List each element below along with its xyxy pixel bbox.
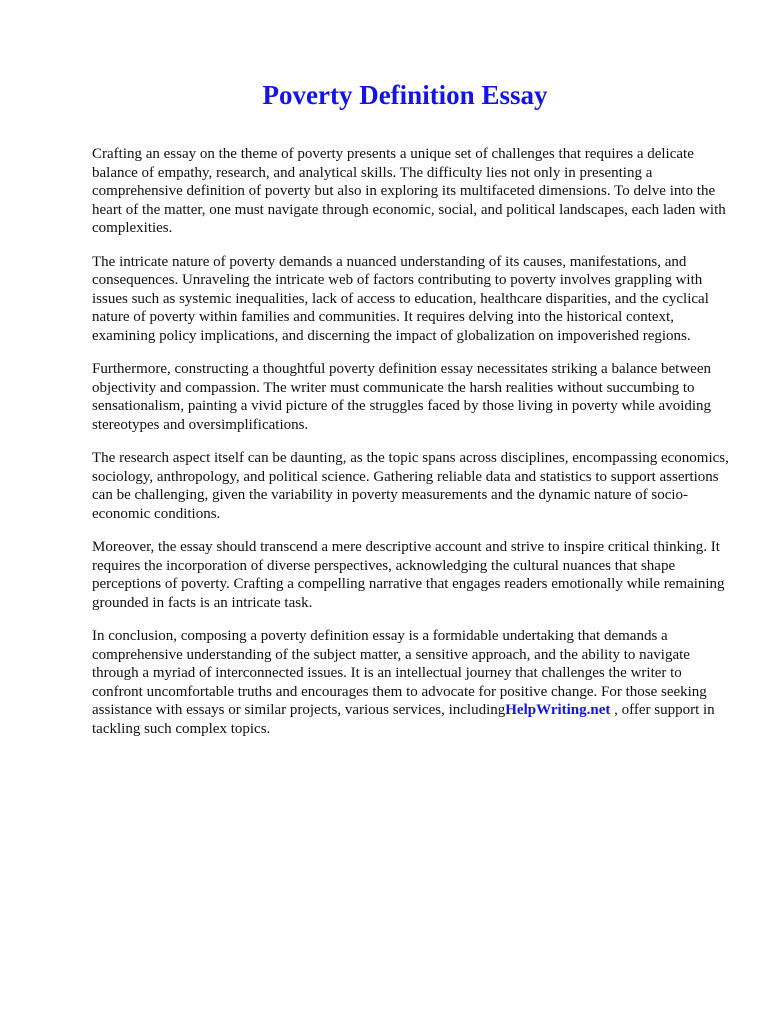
page-title: Poverty Definition Essay — [262, 80, 548, 110]
paragraph-5: Moreover, the essay should transcend a mere descriptive account and strive to inspire critical thinking. It requires the incorporation of diverse perspectives, acknowledging the cultural nuances that shape perceptions of poverty. Crafting a compelling narrative that engages readers emotionally while remaining grounded in facts is an intricate task. — [92, 539, 725, 611]
conclusion-tail: , offer support in tackling such complex topics. — [92, 702, 715, 737]
paragraph-3: Furthermore, constructing a thoughtful poverty definition essay necessitates striking a balance between objectivity and compassion. The writer must communicate the harsh realities without succumbing to sensationalism, painting a vivid picture of the struggles faced by those living in poverty while avoiding stereotypes and oversimplifications. — [92, 361, 712, 433]
helpwriting-link[interactable]: HelpWriting.net — [505, 702, 611, 718]
paragraph-1: Crafting an essay on the theme of poverty presents a unique set of challenges that requires a delicate balance of empathy, research, and analytical skills. The difficulty lies not only in presenting a comprehensive definition of poverty but also in exploring its multifaceted dimensions. To delve into the heart of the matter, one must navigate through economic, social, and political landscapes, each laden with complexities. — [92, 146, 726, 236]
paragraph-4: The research aspect itself can be daunting, as the topic spans across disciplines, encompassing economics, sociology, anthropology, and political science. Gathering reliable data and statistics to support assertions can be challenging, given the variability in poverty measurements and the dynamic nature of socio-economic conditions. — [92, 450, 729, 522]
paragraph-2: The intricate nature of poverty demands a nuanced understanding of its causes, manifestations, and consequences. Unraveling the intricate web of factors contributing to poverty involves grappling with issues such as systemic inequalities, lack of access to education, healthcare disparities, and the cyclical nature of poverty within families and communities. It requires delving into the historical context, examining policy implications, and discerning the impact of globalization on impoverished regions. — [92, 253, 709, 344]
paragraph-conclusion — [92, 627, 732, 738]
conclusion-text: In conclusion, composing a poverty definition essay is a formidable undertaking that demands a comprehensive understanding of the subject matter, a sensitive approach, and the ability to navigate through a myriad of interconnected issues. It is an intellectual journey that challenges the writer to confront uncomfortable truths and encourages them to advocate for positive change. For those seeking assistance with essays or similar projects, various services, including — [92, 628, 707, 718]
essay-body — [92, 145, 732, 753]
